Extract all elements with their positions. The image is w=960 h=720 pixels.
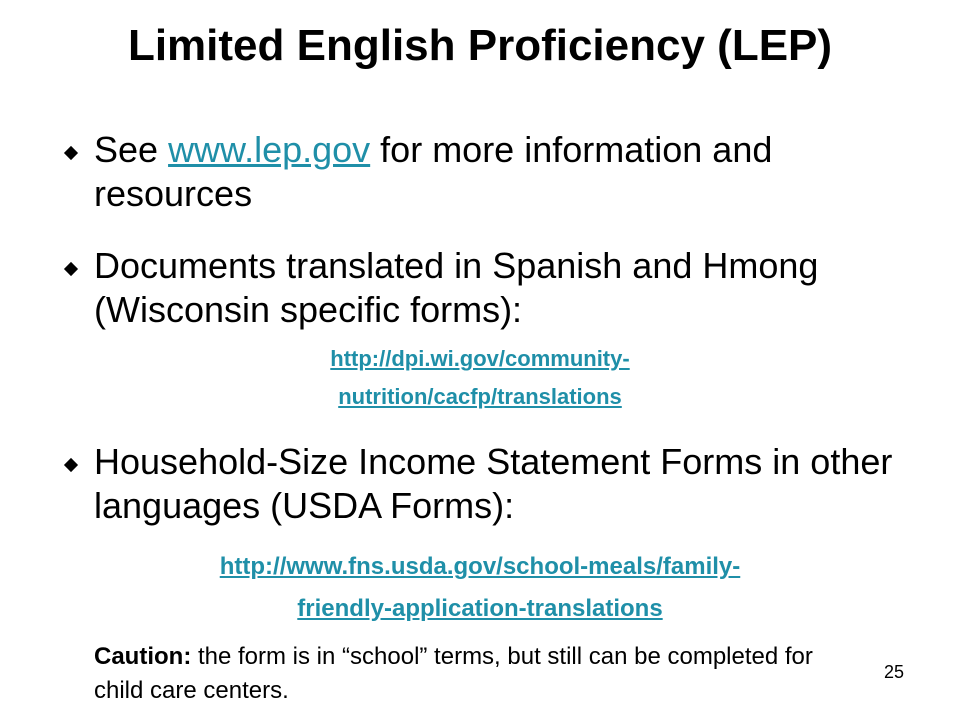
diamond-bullet-icon (64, 262, 78, 276)
bullet-text (94, 128, 914, 216)
lep-gov-link[interactable]: www.lep.gov (168, 129, 371, 170)
caution-label: Caution: (94, 643, 192, 670)
page-number: 25 (884, 662, 905, 682)
bullet-text: Household-Size Income Statement Forms in other languages (USDA Forms): (94, 441, 893, 526)
caution-note (94, 640, 864, 708)
bullet-pre-text: See (94, 129, 169, 170)
bullet-text: Documents translated in Spanish and Hmong (Wisconsin specific forms): (94, 245, 819, 330)
dpi-translations-link-line-2[interactable]: nutrition/cacfp/translations (338, 384, 622, 409)
dpi-translations-link-line-1[interactable]: http://dpi.wi.gov/community- (330, 346, 630, 371)
diamond-bullet-icon (64, 458, 78, 472)
slide-title: Limited English Proficiency (LEP) (127, 21, 833, 70)
caution-text: the form is in “school” terms, but still can be completed for child care centers. (94, 643, 813, 704)
usda-family-friendly-link-line-1[interactable]: http://www.fns.usda.gov/school-meals/family- (219, 553, 741, 580)
diamond-bullet-icon (64, 146, 78, 160)
bullet-post-text: for more information and resources (94, 129, 773, 214)
usda-family-friendly-link-line-2[interactable]: friendly-application-translations (297, 595, 663, 622)
